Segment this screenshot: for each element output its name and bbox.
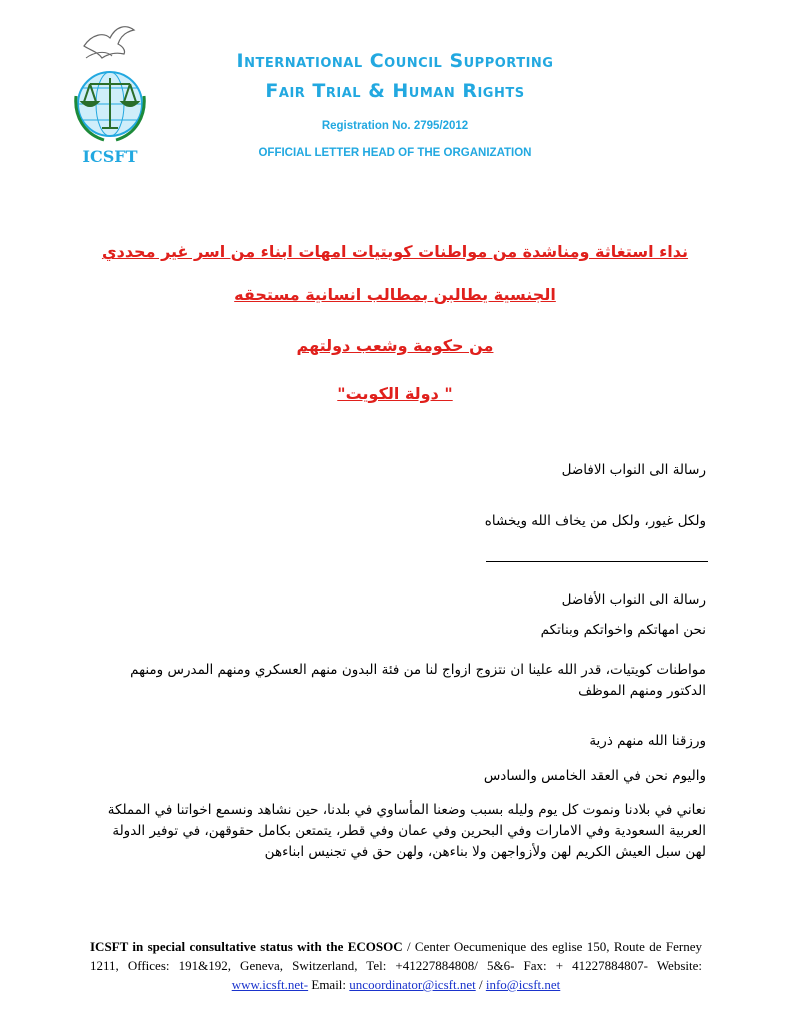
email-link-info[interactable]: info@icsft.net bbox=[485, 977, 561, 992]
website-link[interactable]: www.icsft.net- bbox=[231, 977, 309, 992]
org-name-line1: International Council Supporting bbox=[236, 50, 554, 72]
organization-logo bbox=[64, 16, 156, 166]
paragraph: نعاني في بلادنا ونموت كل يوم وليله بسبب وضعنا المأساوي في بلدنا، حين نشاهد ونسمع اخواتنا في المملكة العربية السعودية وفي الامارات وفي البحرين وفي عمان وفي قطر، يتمتعن بكامل حقوقهن، في توفير الدولة لهن سبل العيش الكريم لهن ولأزواجهن ولا بناءهن، ولهن حق في تجنيس ابناءهن bbox=[107, 802, 706, 860]
logo-text: ICSFT bbox=[82, 147, 138, 166]
paragraph: رسالة الى النواب الأفاضل bbox=[561, 592, 706, 608]
email-link-coordinator[interactable]: uncoordinator@icsft.net bbox=[349, 977, 476, 992]
appeal-title-line1: نداء استغاثة ومناشدة من مواطنات كويتيات امهات ابناء من اسر غير محددي bbox=[101, 242, 689, 261]
paragraph: ولكل غيور، ولكل من يخاف الله ويخشاه bbox=[484, 513, 706, 529]
appeal-title-line3: من حكومة وشعب دولتهم bbox=[296, 336, 494, 355]
divider bbox=[486, 561, 708, 562]
paragraph: رسالة الى النواب الافاضل bbox=[561, 462, 706, 478]
appeal-title-line2: الجنسية يطالبن بمطالب انسانية مستحقه bbox=[234, 285, 556, 304]
paragraph: نحن امهاتكم واخواتكم وبناتكم bbox=[540, 622, 706, 638]
org-name-line2: Fair Trial & Human Rights bbox=[265, 80, 525, 102]
paragraph: واليوم نحن في العقد الخامس والسادس bbox=[483, 768, 706, 784]
registration-number: Registration No. 2795/2012 bbox=[321, 120, 469, 132]
footer-status: ICSFT in special consultative status with the ECOSOC bbox=[90, 939, 403, 954]
footer bbox=[90, 937, 702, 994]
footer-email-label: Email: bbox=[308, 977, 350, 992]
footer-address: / Center Oecumenique des eglise 150, Route de Ferney 1211, Offices: 191&192, Geneva, Switzerland, Tel: +41227884808/ 5&6- Fax: + 41227884807- Website: bbox=[90, 939, 702, 973]
paragraph: مواطنات كويتيات، قدر الله علينا ان نتزوج ازواج لنا من فئة البدون منهم العسكري ومنهم المدرس ومنهم الدكتور ومنهم الموظف bbox=[130, 662, 706, 699]
letterhead-caption: OFFICIAL LETTER HEAD OF THE ORGANIZATION bbox=[258, 147, 532, 159]
footer-separator: / bbox=[475, 977, 486, 992]
paragraph: ورزقنا الله منهم ذرية bbox=[589, 733, 706, 749]
appeal-title-line4: " دولة الكويت" bbox=[337, 384, 453, 403]
